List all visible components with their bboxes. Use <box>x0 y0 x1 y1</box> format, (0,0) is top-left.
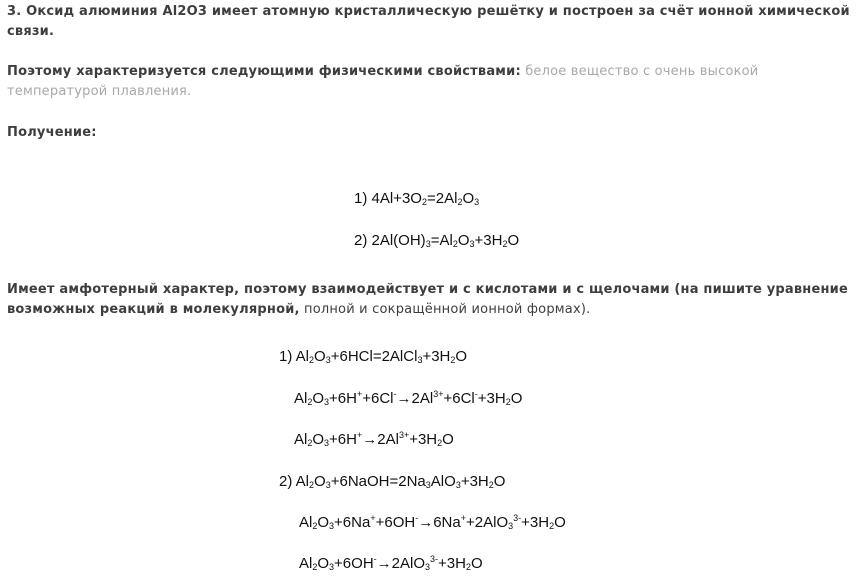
preparation-heading: Получение: <box>7 125 97 140</box>
equation-acid-full-ionic: $Al_2O_3+6H^++6Cl^-\to 2Al^{3+}+6Cl^-+3H_2O$ <box>294 389 523 407</box>
equation-acid-short-ionic: $Al_2O_3+6H^+\to 2Al^{3+}+3H_2O$ <box>294 430 454 448</box>
properties-values: белое вещество с очень высокой температурой плавления. <box>7 64 759 99</box>
equation-base-full-ionic: $Al_2O_3+6Na^++6OH^-\to 6Na^++2AlO_3^{3-}+3H_2O$ <box>299 513 566 531</box>
paragraph-structure <box>7 2 860 42</box>
equation-preparation-2: 2) $2Al(OH)_3=Al_2O_3+3H_2O$ <box>354 232 520 249</box>
amphoteric-text-2: в молекулярной, <box>169 302 300 317</box>
paragraph-structure-text: 3. Оксид алюминия Al2O3 имеет атомную кристаллическую решётку и построен за счёт ионной химической связи. <box>7 4 850 39</box>
paragraph-preparation-heading <box>7 123 860 143</box>
amphoteric-text-1: Имеет амфотерный характер, поэтому взаимодействует и с кислотами и с щелочами (на пишите уравнение возможных реакций <box>7 282 848 317</box>
equation-preparation-1: 1) $4Al+3O_2=2Al_2O_3$ <box>354 190 480 207</box>
paragraph-properties <box>7 62 860 102</box>
equation-base-short-ionic: $Al_2O_3+6OH^-\to 2AlO_3^{3-}+3H_2O$ <box>299 554 483 572</box>
equation-acid-molecular: 1) $Al_2O_3+6HCl=2AlCl_3+3H_2O$ <box>279 348 468 365</box>
properties-intro: Поэтому характеризуется следующими физическими свойствами: <box>7 64 521 79</box>
paragraph-amphoteric <box>7 280 860 320</box>
amphoteric-text-3: полной и сокращённой ионной формах). <box>299 302 591 317</box>
equation-base-molecular: 2) $Al_2O_3+6NaOH=2Na_3AlO_3+3H_2O$ <box>279 473 506 490</box>
